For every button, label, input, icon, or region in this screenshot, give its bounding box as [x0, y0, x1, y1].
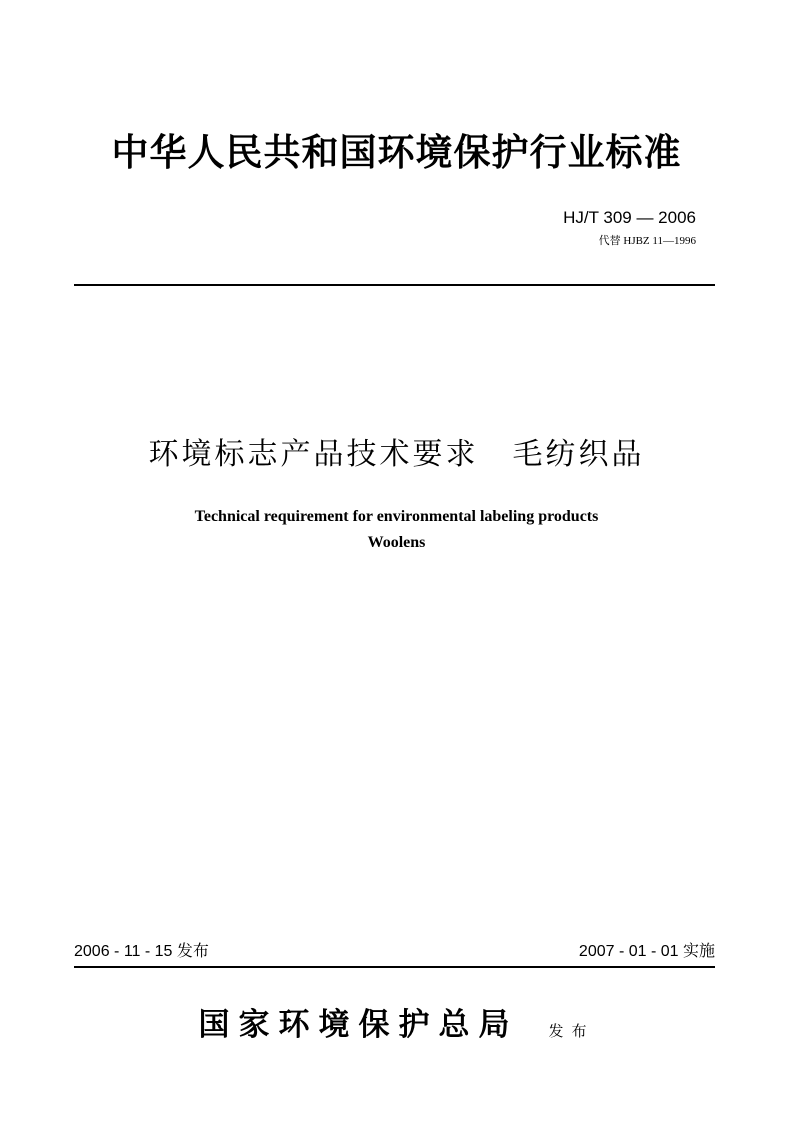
- standard-number: HJ/T 309 — 2006: [563, 208, 696, 227]
- document-title-en: Technical requirement for environmental labeling products: [194, 508, 599, 525]
- document-title-cn-main: 环境标志产品技术要求: [148, 437, 479, 472]
- issue-label: 发布: [548, 1022, 595, 1040]
- document-title-cn-sub: 毛纺织品: [512, 437, 645, 472]
- bottom-divider: [74, 966, 715, 968]
- replaced-standard: 代替 HJBZ 11—1996: [598, 235, 696, 247]
- issuing-authority: 国家环境保护总局: [198, 1007, 519, 1043]
- document-subtitle-en: Woolens: [367, 534, 426, 551]
- issue-date: 2006 - 11 - 15 发布: [74, 943, 209, 960]
- implementation-date: 2007 - 01 - 01 实施: [578, 943, 715, 960]
- issuer-row: [0, 1001, 793, 1049]
- standard-category-title: 中华人民共和国环境保护行业标准: [111, 130, 682, 174]
- document-title-cn: [0, 433, 793, 477]
- top-divider: [74, 284, 715, 286]
